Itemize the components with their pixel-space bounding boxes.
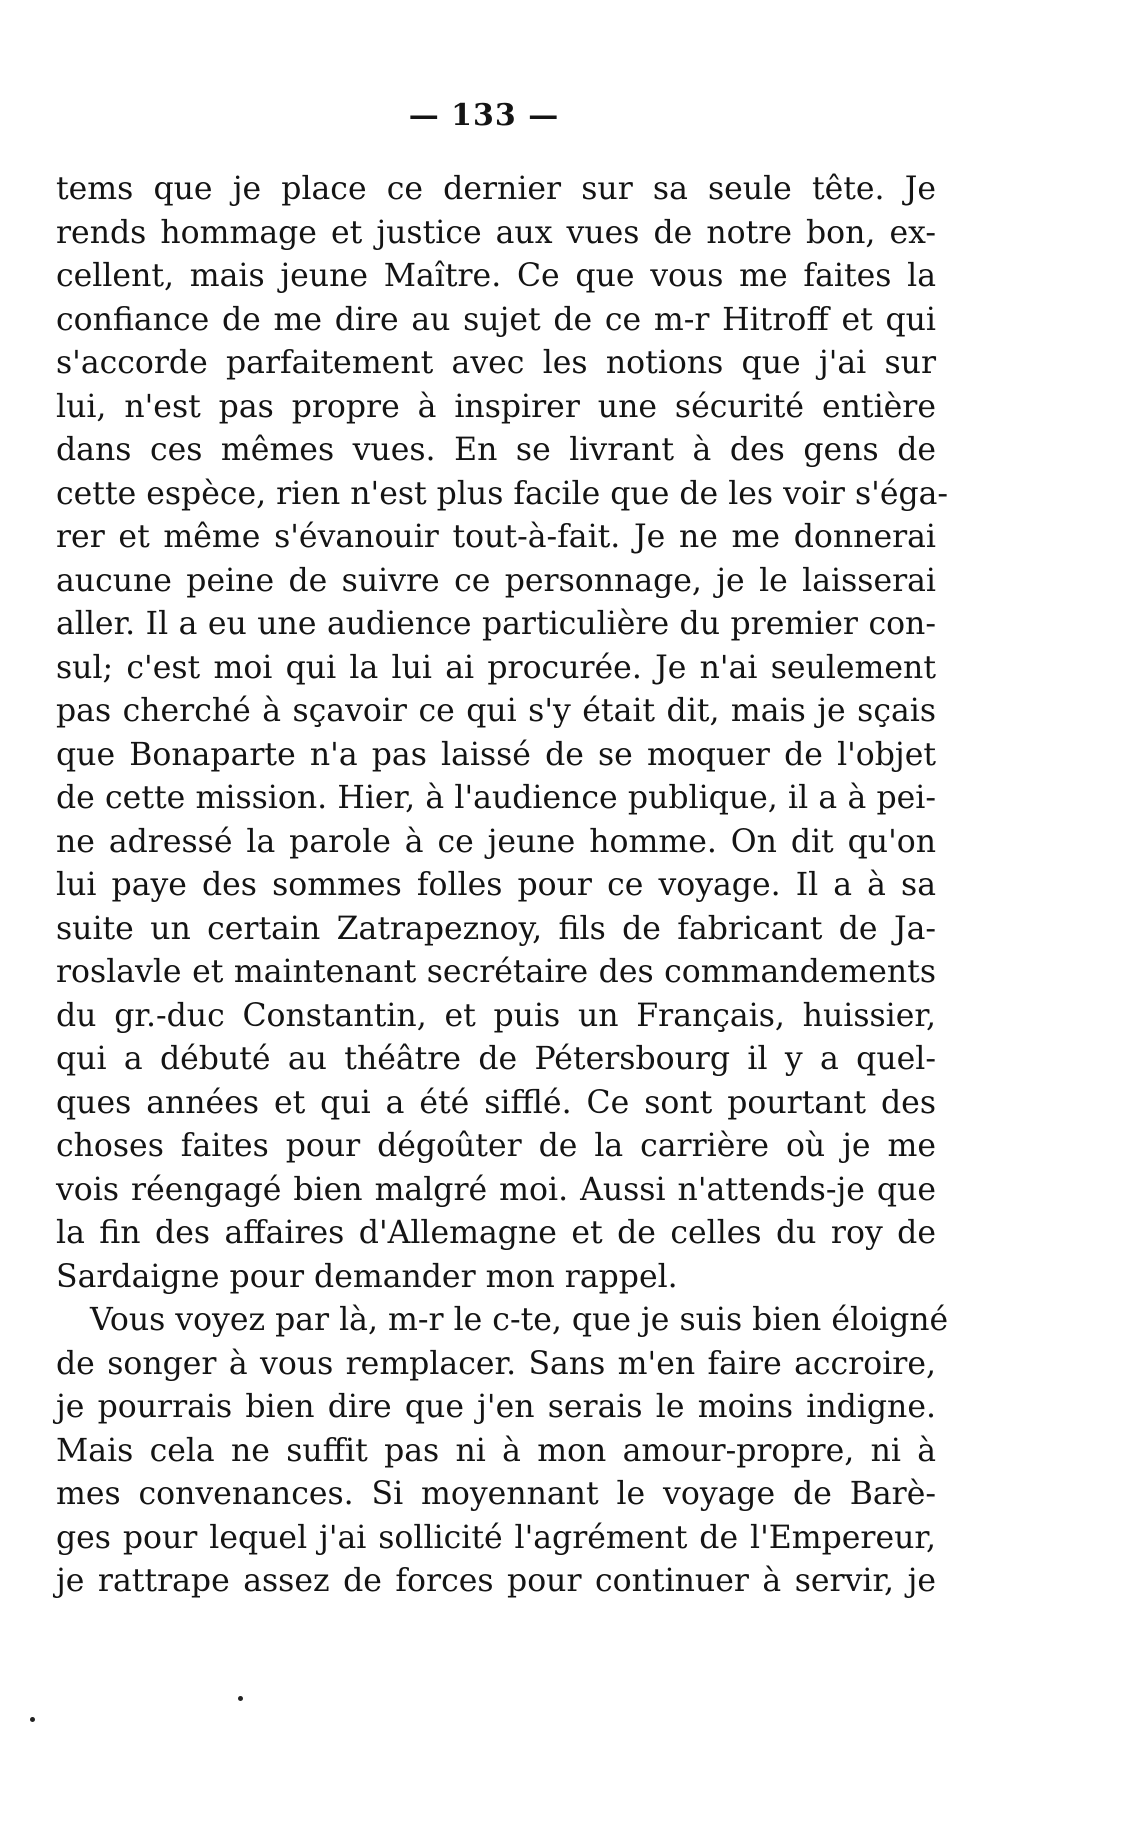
text-line: je rattrape assez de forces pour continuer à servir, je [56,1563,936,1599]
text-line: cellent, mais jeune Maître. Ce que vous me faites la [56,258,936,294]
text-line: ne adressé la parole à ce jeune homme. On dit qu'on [56,823,936,860]
page-number: — 133 — [408,98,560,133]
text-line: aucune peine de suivre ce personnage, je le laisserai [56,562,936,599]
text-line: ques années et qui a été sifflé. Ce sont pourtant des [56,1084,936,1121]
text-line: de songer à vous remplacer. Sans m'en faire accroire, [56,1345,936,1382]
text-line: suite un certain Zatrapeznoy, fils de fabricant de Ja- [56,910,936,947]
text-line: lui paye des sommes folles pour ce voyage. Il a à sa [56,867,936,903]
text-line: Vous voyez par là, m-r le c-te, que je suis bien éloigné [90,1302,949,1338]
text-line: de cette mission. Hier, à l'audience publique, il a à pei- [56,780,936,816]
text-line: qui a débuté au théâtre de Pétersbourg il y a quel- [56,1041,936,1077]
text-line: je pourrais bien dire que j'en serais le moins indigne. [56,1389,936,1425]
text-line: la fin des affaires d'Allemagne et de celles du roy de [56,1215,936,1251]
ink-speck [238,1696,243,1701]
ink-speck [30,1717,35,1722]
text-line: Mais cela ne suffit pas ni à mon amour-propre, ni à [56,1432,936,1469]
text-line: sul; c'est moi qui la lui ai procurée. Je n'ai seulement [56,649,936,686]
text-line: Sardaigne pour demander mon rappel. [56,1258,678,1295]
text-line: vois réengagé bien malgré moi. Aussi n'attends-je que [56,1171,936,1208]
text-line: aller. Il a eu une audience particulière du premier con- [56,606,936,642]
text-line: roslavle et maintenant secrétaire des commandements [56,954,936,990]
text-line: dans ces mêmes vues. En se livrant à des gens de [56,432,936,468]
text-line: cette espèce, rien n'est plus facile que de les voir s'éga- [56,475,949,512]
text-line: tems que je place ce dernier sur sa seule tête. Je [56,171,936,207]
text-line: rer et même s'évanouir tout-à-fait. Je ne me donnerai [56,519,936,555]
text-line: que Bonaparte n'a pas laissé de se moquer de l'objet [56,736,936,773]
text-line: lui, n'est pas propre à inspirer une sécurité entière [56,388,936,425]
text-line: choses faites pour dégoûter de la carrière où je me [56,1128,936,1164]
text-line: mes convenances. Si moyennant le voyage de Barè- [56,1476,936,1512]
text-line: ges pour lequel j'ai sollicité l'agrément de l'Empereur, [56,1519,936,1556]
text-line: du gr.-duc Constantin, et puis un Français, huissier, [56,997,936,1034]
text-line: s'accorde parfaitement avec les notions que j'ai sur [56,345,936,381]
text-line: confiance de me dire au sujet de ce m-r Hitroff et qui [56,301,936,338]
body-text [56,168,949,1604]
text-line: pas cherché à sçavoir ce qui s'y était dit, mais je sçais [56,693,936,729]
text-line: rends hommage et justice aux vues de notre bon, ex- [56,214,936,251]
